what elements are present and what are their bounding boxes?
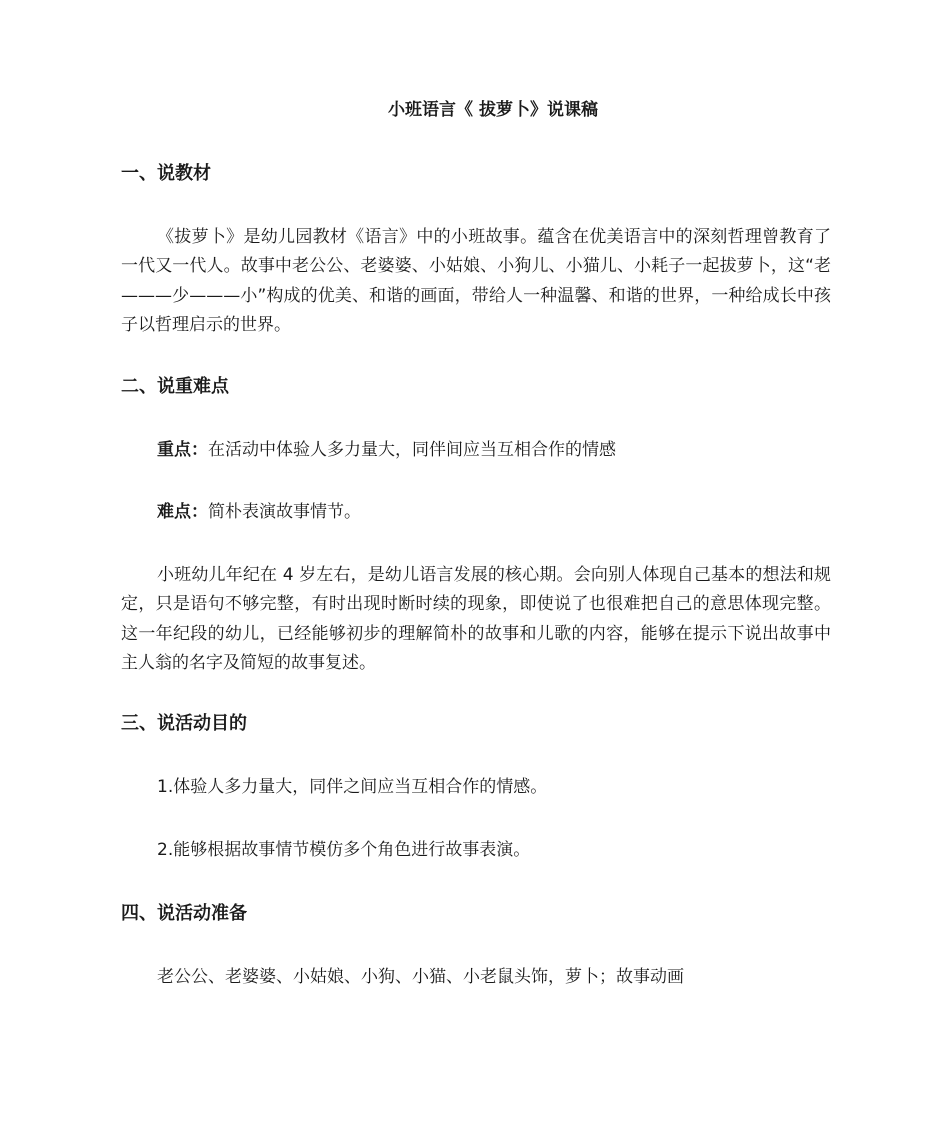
- section-heading-preparation: 四、说活动准备: [121, 903, 247, 924]
- key-point-text: 在活动中体验人多力量大，同伴间应当互相合作的情感: [208, 440, 616, 460]
- objective-item-1: 1.体验人多力量大，同伴之间应当互相合作的情感。: [157, 777, 548, 797]
- key-point-line: [157, 436, 616, 464]
- preparation-text: 老公公、老婆婆、小姑娘、小狗、小猫、小老鼠头饰，萝卜；故事动画: [157, 967, 684, 987]
- section-heading-key-points: 二、说重难点: [121, 376, 229, 397]
- difficulty-line: [157, 498, 361, 526]
- difficulty-text: 简朴表演故事情节。: [208, 502, 361, 522]
- key-point-label: 重点：: [157, 440, 208, 460]
- difficulty-label: 难点：: [157, 502, 208, 522]
- paragraph-child-analysis: 小班幼儿年纪在 4 岁左右，是幼儿语言发展的核心期。会向别人体现自己基本的想法和规定，只是语句不够完整，有时出现时断时续的现象，即使说了也很难把自己的意思体现完整。这一年纪段的幼儿，已经能够初步的理解简朴的故事和儿歌的内容，能够在提示下说出故事中主人翁的名字及简短的故事复述。: [121, 565, 831, 674]
- section-heading-teaching-material: 一、说教材: [121, 163, 211, 184]
- objective-item-2: 2.能够根据故事情节模仿多个角色进行故事表演。: [157, 840, 531, 860]
- section-heading-objectives: 三、说活动目的: [121, 713, 247, 734]
- paragraph-teaching-material: 《拔萝卜》是幼儿园教材《语言》中的小班故事。蕴含在优美语言中的深刻哲理曾教育了一代又一代人。故事中老公公、老婆婆、小姑娘、小狗儿、小猫儿、小耗子一起拔萝卜，这“老———少———小”构成的优美、和谐的画面，带给人一种温馨、和谐的世界，一种给成长中孩子以哲理启示的世界。: [121, 227, 831, 336]
- document-title: 小班语言《 拔萝卜》说课稿: [388, 100, 598, 120]
